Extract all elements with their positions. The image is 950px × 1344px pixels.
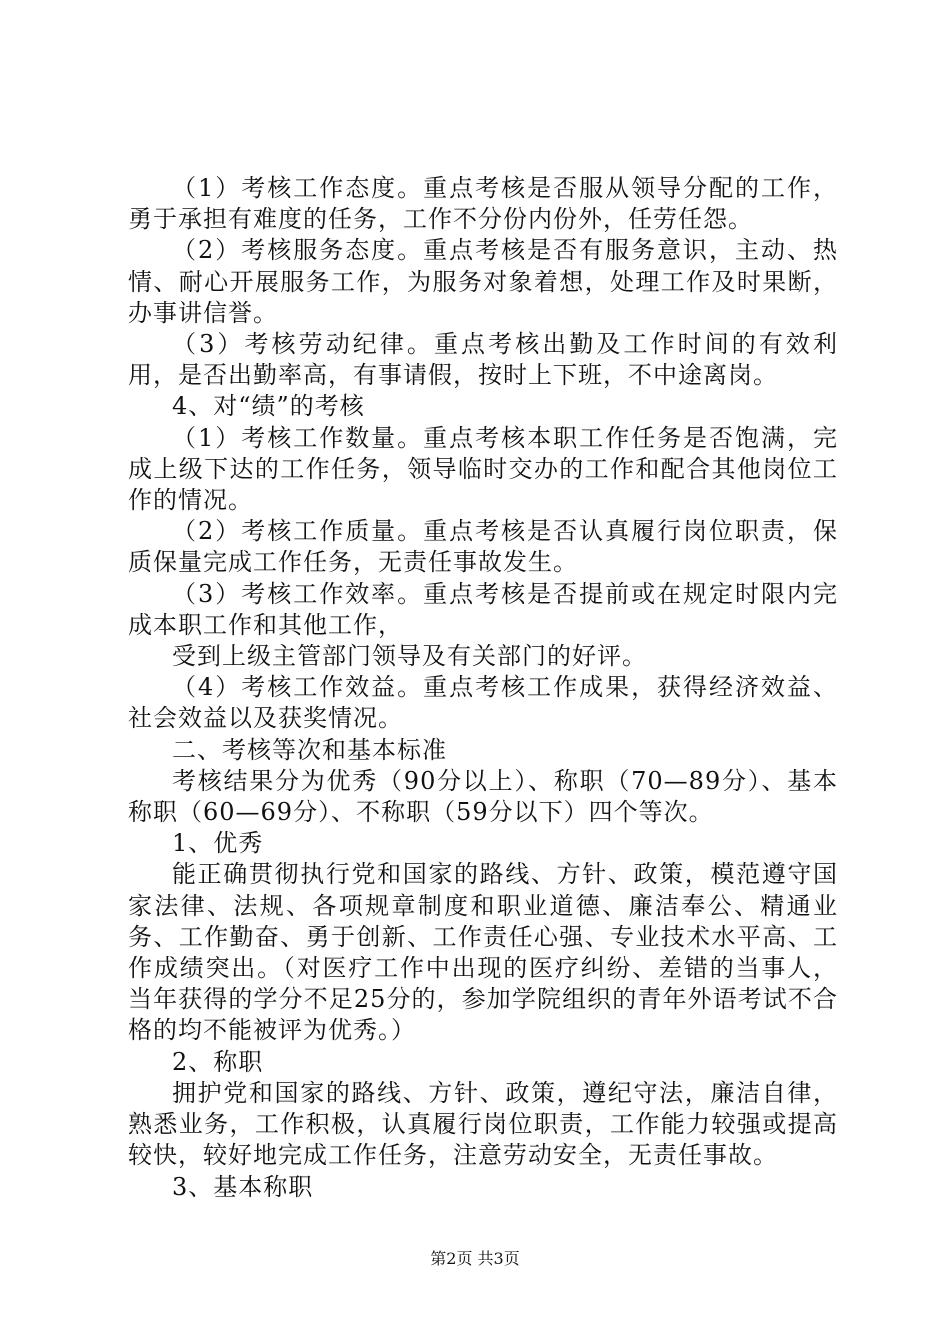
paragraph-work-quantity: （1）考核工作数量。重点考核本职工作任务是否饱满，完成上级下达的工作任务，领导临时交办的工作和配合其他岗位工作的情况。	[128, 423, 838, 515]
paragraph-service-attitude: （2）考核服务态度。重点考核是否有服务意识，主动、热情、耐心开展服务工作，为服务对象着想，处理工作及时果断，办事讲信誉。	[128, 236, 838, 327]
document-body	[128, 173, 838, 1203]
paragraph-work-efficiency: （3）考核工作效率。重点考核是否提前或在规定时限内完成本职工作和其他工作，	[128, 579, 838, 639]
paragraph-work-benefit: （4）考核工作效益。重点考核工作成果，获得经济效益、社会效益以及获奖情况。	[128, 673, 838, 733]
section-heading-grades: 二、考核等次和基本标准	[172, 735, 447, 764]
section-heading-performance: 4、对“绩”的考核	[172, 392, 365, 421]
subheading-basically-competent: 3、基本称职	[172, 1172, 314, 1201]
paragraph-work-quality: （2）考核工作质量。重点考核是否认真履行岗位职责，保质保量完成工作任务，无责任事故发生。	[128, 517, 838, 577]
subheading-competent: 2、称职	[172, 1047, 264, 1076]
paragraph-efficiency-continued: 受到上级主管部门领导及有关部门的好评。	[172, 642, 647, 671]
paragraph-competent-criteria: 拥护党和国家的路线、方针、政策，遵纪守法，廉洁自律，熟悉业务，工作积极，认真履行岗位职责，工作能力较强或提高较快，较好地完成工作任务，注意劳动安全，无责任事故。	[128, 1078, 838, 1170]
subheading-excellent: 1、优秀	[172, 829, 264, 858]
page-footer: 第2页 共3页	[430, 1249, 520, 1268]
paragraph-grade-levels: 考核结果分为优秀（90分以上）、称职（70—89分）、基本称职（60—69分）、不称职（59分以下）四个等次。	[128, 766, 838, 827]
paragraph-labor-discipline: （3）考核劳动纪律。重点考核出勤及工作时间的有效利用，是否出勤率高，有事请假，按时上下班，不中途离岗。	[128, 330, 838, 390]
paragraph-work-attitude: （1）考核工作态度。重点考核是否服从领导分配的工作，勇于承担有难度的任务，工作不分份内份外，任劳任怨。	[128, 174, 838, 234]
paragraph-excellent-criteria: 能正确贯彻执行党和国家的路线、方针、政策，模范遵守国家法律、法规、各项规章制度和职业道德、廉洁奉公、精通业务、工作勤奋、勇于创新、工作责任心强、专业技术水平高、工作成绩突出。（对医疗工作中出现的医疗纠纷、差错的当事人，当年获得的学分不足25分的，参加学院组织的青年外语考试不合格的均不能被评为优秀。）	[128, 860, 838, 1045]
